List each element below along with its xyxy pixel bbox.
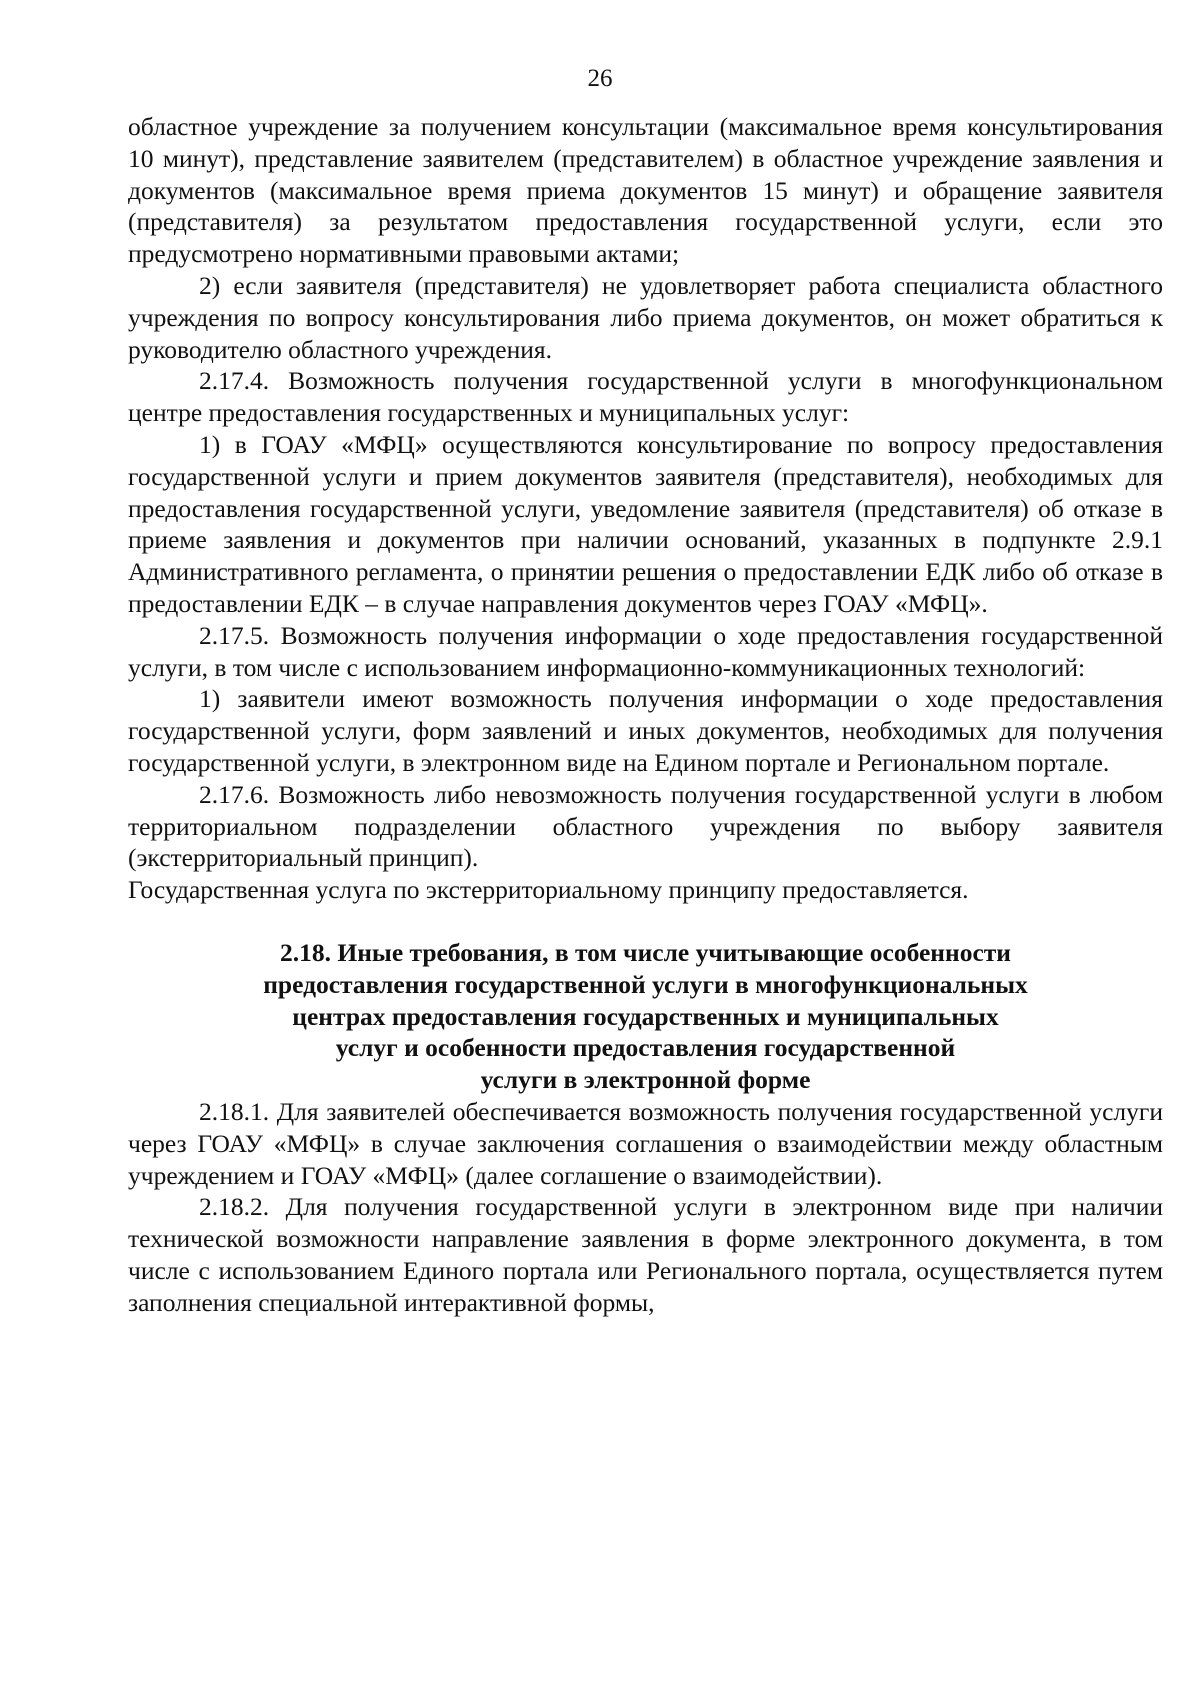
paragraph: 2.17.4. Возможность получения государственной услуги в многофункциональном центре предоставления государственных и муниципальных услуг:: [128, 366, 1163, 428]
paragraph: 2.18.1. Для заявителей обеспечивается возможность получения государственной услуги через ГОАУ «МФЦ» в случае заключения соглашения о взаимодействии между областным учреждением и ГОАУ «МФЦ» (далее соглашение о взаимодействии).: [128, 1096, 1163, 1190]
section-heading: [128, 937, 1163, 1096]
heading-line: центрах предоставления государственных и муниципальных: [292, 1001, 999, 1031]
document-body: [128, 111, 1163, 1318]
paragraph: 1) в ГОАУ «МФЦ» осуществляются консультирование по вопросу предоставления государственной услуги и прием документов заявителя (представителя), необходимых для предоставления государственной услуги, уведомление заявителя (представителя) об отказе в приеме заявления и документов при наличии оснований, указанных в подпункте 2.9.1 Административного регламента, о принятии решения о предоставлении ЕДК либо об отказе в предоставлении ЕДК – в случае направления документов через ГОАУ «МФЦ».: [128, 429, 1163, 618]
heading-line: предоставления государственной услуги в многофункциональных: [263, 969, 1028, 999]
paragraph: 2.18.2. Для получения государственной услуги в электронном виде при наличии технической возможности направление заявления в форме электронного документа, в том числе с использованием Единого портала или Регионального портала, осуществляется путем заполнения специальной интерактивной формы,: [128, 1192, 1163, 1317]
paragraph: областное учреждение за получением консультации (максимальное время консультирования 10 минут), представление заявителем (представителем) в областное учреждение заявления и документов (максимальное время приема документов 15 минут) и обращение заявителя (представителя) за результатом предоставления государственной услуги, если это предусмотрено нормативными правовыми актами;: [128, 112, 1163, 269]
heading-line: услуг и особенности предоставления государственной: [335, 1033, 956, 1063]
paragraph: 2.17.5. Возможность получения информации о ходе предоставления государственной услуги, в том числе с использованием информационно-коммуникационных технологий:: [128, 620, 1163, 682]
paragraph: 2.17.6. Возможность либо невозможность получения государственной услуги в любом территориальном подразделении областного учреждения по выбору заявителя (экстерриториальный принцип).: [128, 779, 1163, 873]
heading-line: 2.18. Иные требования, в том числе учитывающие особенности: [280, 937, 1011, 967]
heading-line: услуги в электронной форме: [480, 1065, 811, 1095]
section-spacer: [128, 906, 1163, 937]
paragraph: 2) если заявителя (представителя) не удовлетворяет работа специалиста областного учреждения по вопросу консультирования либо приема документов, он может обратиться к руководителю областного учреждения.: [128, 270, 1163, 364]
paragraph: Государственная услуга по экстерриториальному принципу предоставляется.: [128, 875, 969, 905]
page-number: 26: [587, 65, 613, 92]
paragraph: 1) заявители имеют возможность получения информации о ходе предоставления государственной услуги, форм заявлений и иных документов, необходимых для получения государственной услуги, в электронном виде на Едином портале и Региональном портале.: [128, 684, 1163, 777]
